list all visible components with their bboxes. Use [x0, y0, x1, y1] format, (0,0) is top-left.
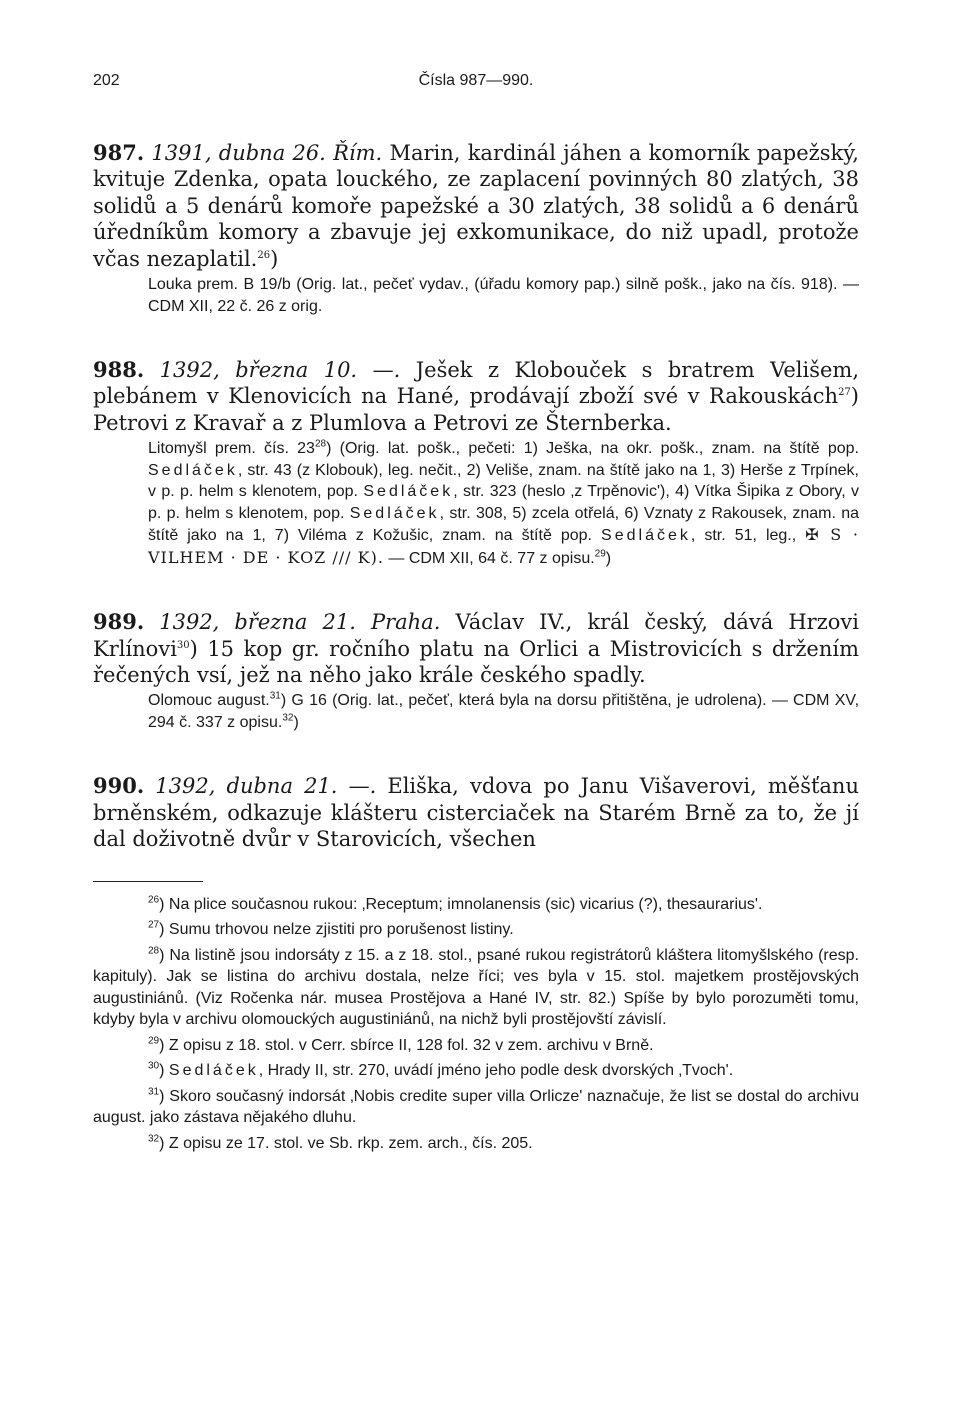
entry-number: 989. [93, 609, 145, 635]
footnote-26: $^{26}$) Na plice současnou rukou: ‚Receptum; imnolanensis (sic) vicarius (?), thesaurarius'. [148, 894, 763, 913]
footnote-ref[interactable]: 27 [838, 387, 851, 399]
entry-date: 1392, dubna 21. —. [155, 774, 377, 799]
author-name: Sedláček [349, 504, 440, 522]
entry-date: 1392, března 21. Praha. [159, 610, 441, 635]
author-name: Sedláček [601, 527, 691, 545]
footnote-mark: 30 [148, 1060, 160, 1072]
seal-legend: ✠ S · VILHEM · DE · KOZ /// K). [148, 525, 860, 567]
author-name: Sedláček [168, 1062, 259, 1080]
footnote-ref[interactable]: 32 [282, 712, 294, 724]
footnote-mark: 26 [148, 894, 160, 906]
footnote-divider [93, 881, 203, 882]
entry-body [93, 357, 859, 436]
footnote-31: $^{31}$) Skoro současný indorsát ‚Nobis credite super villa Orlicze' naznačuje, že list se dostal do archivu august. jako zástava nějakého dluhu. [93, 1086, 859, 1127]
footnote-mark: 27 [148, 919, 160, 931]
page-header [93, 72, 859, 100]
author-name: Sedláček [148, 461, 238, 479]
footnote-mark: 31 [148, 1086, 160, 1098]
footnote-ref[interactable]: 29 [594, 548, 606, 560]
entry-text: ) Petrovi z Kravař a z Plumlova a Petrovi ze Šternberka. [93, 384, 859, 435]
entry-text: Václav IV., král český, dává Hrzovi Krlínovi [93, 610, 859, 661]
entry-date: 1392, března 10. —. [159, 358, 401, 383]
entry-987 [93, 140, 859, 317]
entry-text: Marin, kardinál jáhen a komorník papežský, kvituje Zdenka, opata louckého, ze zaplacení povinných 80 zlatých, 38 solidů a 5 denárů komoře papežské a 30 zlatých, 38 solidů a 6 denárů úředníkům komory a zbavuje jej exkomunikace, do niž upadl, protože včas nezaplatil. [93, 141, 859, 271]
entry-989 [93, 609, 859, 733]
footnote-30: $^{30}$) Sedláček, Hrady II, str. 270, uvádí jméno jeho podle desk dvorských ‚Tvoch'. [148, 1060, 734, 1080]
entry-text: ) 15 kop gr. ročního platu na Orlici a Mistrovicích s držením řečených vsí, jež na něho jako krále českého spadly. [93, 636, 859, 688]
entry-number: 987. [93, 140, 145, 165]
entry-body: 987. 1391, dubna 26. Řím. Marin, kardinál jáhen a komorník papežský, kvituje Zdenka, opata louckého, ze zaplacení povinných 80 zlatých, 38 solidů a 5 denárů komoře papežské a 30 zlatých, 38 solidů a 6 denárů úředníkům komory a zbavuje jej exkomunikace, do niž upadl, protože včas nezaplatil.$^{26}$) [93, 140, 859, 271]
entry-body [93, 773, 859, 852]
footnote-ref[interactable]: 26 [257, 249, 271, 261]
entry-text: Eliška, vdova po Janu Višaverovi, měšťanu brněnském, odkazuje klášteru cisterciaček na Starém Brně za to, že jí dal doživotně dvůr v Starovicích, všechen [93, 774, 859, 852]
archival-note: Louka prem. B 19/b (Orig. lat., pečeť vydav., (úřadu komory pap.) silně pošk., jako na čís. 918). — CDM XII, 22 č. 26 z orig. [148, 276, 859, 315]
entry-date: 1391, dubna 26. Řím. [151, 141, 383, 165]
document-page [93, 72, 859, 1158]
page-number: 202 [93, 72, 120, 89]
footnote-mark: 32 [148, 1133, 160, 1145]
running-title: Čísla 987—990. [418, 72, 534, 89]
entry-number: 988. [93, 357, 145, 383]
footnotes [93, 894, 859, 1155]
archival-note: Litomyšl prem. čís. $23^{28}$) (Orig. lat. pošk., pečeti: 1) Ješka, na okr. pošk., znam. na štítě pop. Sedláček, str. 43 (z Klobouk), leg. nečit., 2) Veliše, znam. na štítě jako na 1, 3) Herše z Trpínek, v p. p. helm s klenotem, pop. Sedláček, str. 323 (heslo ‚z Trpěnovic'), 4) Vítka Šipika z Obory, v p. p. helm s klenotem, pop. Sedláček, str. 308, 5) zcela otřelá, 6) Vznaty z Rakousek, znam. na štítě jako na 1, 7) Viléma z Kožušic, znam. na štítě pop. Sedláček, str. 51, leg., ✠ S · VILHEM · DE · KOZ /// K). — CDM XII, 64 č. 77 z opisu.$^{29}$) [148, 438, 860, 567]
entry-988 [93, 357, 859, 569]
entry-text: Ješek z Klobouček s bratrem Velišem, plebánem v Klenovicích na Hané, prodávají zboží své v Rakouskách [93, 358, 859, 409]
footnote-mark: 28 [148, 945, 160, 957]
footnote-ref[interactable]: 30 [176, 639, 190, 651]
entry-body [93, 609, 859, 688]
footnote-mark: 29 [148, 1035, 160, 1047]
entry-number: 990. [93, 773, 145, 799]
footnote-27: $^{27}$) Sumu trhovou nelze zjistiti pro porušenost listiny. [148, 919, 514, 939]
footnote-28: $^{28}$) Na listině jsou indorsáty z 15. a z 18. stol., psané rukou registrátorů kláštera litomyšlského (resp. kapituly). Jak se listina do archivu dostala, nelze říci; ves byla v 15. stol. majetkem prostějovských augustiniánů. (Viz Ročenka nár. musea Prostějova a Hané IV, str. 82.) Spíše by bylo porozuměti tomu, kdyby byla v archivu olomouckých augustiniánů, na nichž byli prostějovští závislí. [93, 945, 859, 1029]
entry-990 [93, 773, 859, 852]
footnote-ref[interactable]: 28 [314, 438, 327, 450]
author-name: Sedláček [363, 483, 454, 501]
archival-note: Olomouc august.$^{31}$) G 16 (Orig. lat., pečeť, která byla na dorsu přitištěna, je udrolena). — CDM XV, 294 č. 337 z opisu.$^{32}$) [148, 691, 860, 731]
footnote-29: $^{29}$) Z opisu z 18. stol. v Cerr. sbírce II, 128 fol. 32 v zem. archivu v Brně. [148, 1035, 654, 1054]
footnote-32: $^{32}$) Z opisu ze 17. stol. ve Sb. rkp. zem. arch., čís. 205. [148, 1133, 533, 1152]
footnote-ref[interactable]: 31 [269, 691, 281, 703]
